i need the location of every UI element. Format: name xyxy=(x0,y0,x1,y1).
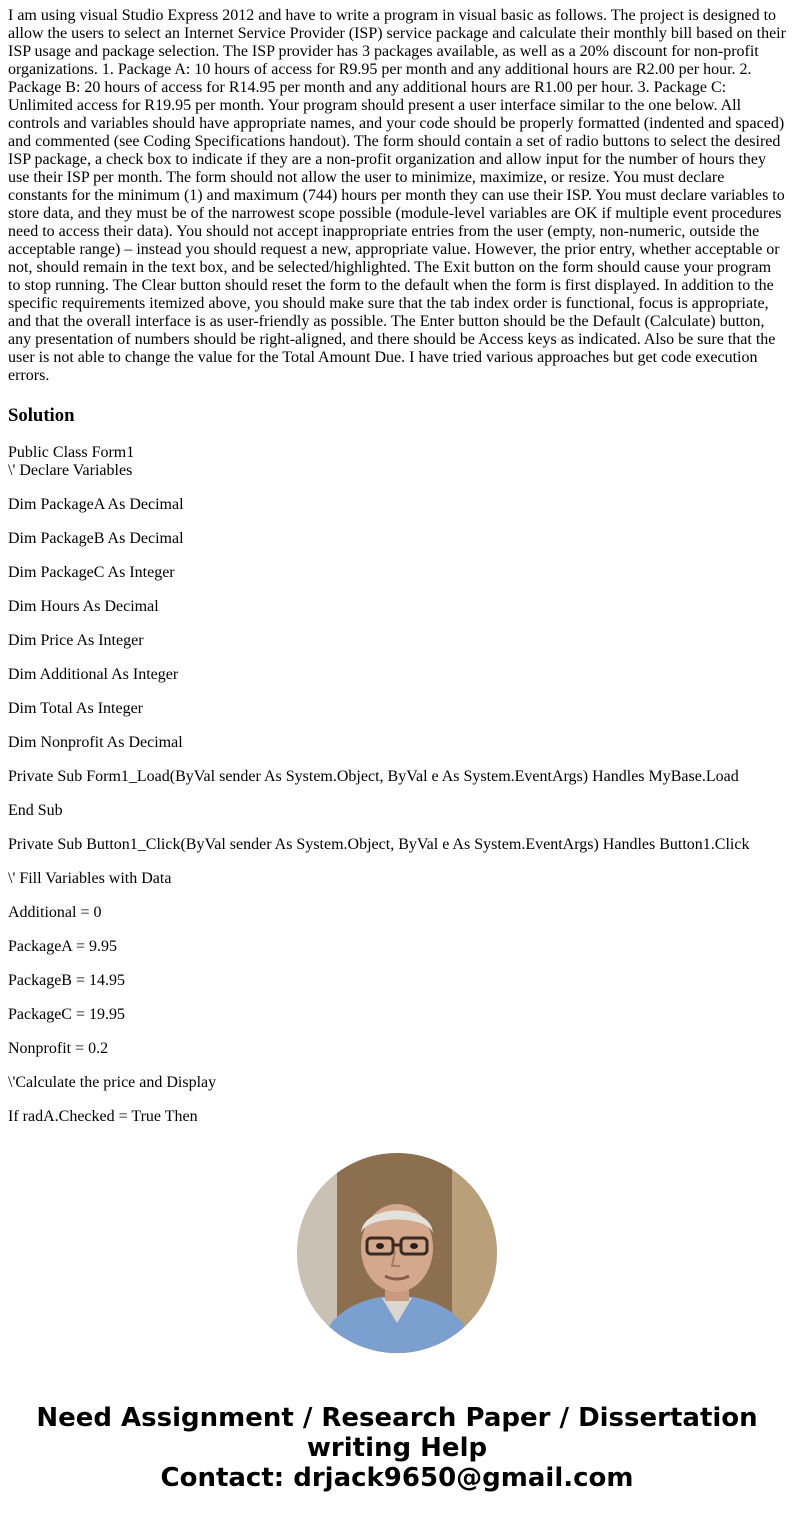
solution-heading: Solution xyxy=(8,405,75,426)
code-line: PackageB = 14.95 xyxy=(8,972,125,989)
banner-contact-email: Contact: drjack9650@gmail.com xyxy=(160,1463,634,1493)
code-line: Private Sub Button1_Click(ByVal sender As System.Object, ByVal e As System.EventArgs) Handles Button1.Click xyxy=(8,836,750,853)
code-line: Dim PackageA As Decimal xyxy=(8,496,184,513)
code-line: End Sub xyxy=(8,802,63,819)
code-line: Nonprofit = 0.2 xyxy=(8,1040,109,1057)
code-line: Dim Total As Integer xyxy=(8,700,144,717)
code-line: Public Class Form1 xyxy=(8,444,135,461)
code-line: Dim Nonprofit As Decimal xyxy=(8,734,183,751)
banner-line-1: Need Assignment / Research Paper / Dissertation xyxy=(36,1403,758,1433)
code-line: Dim Additional As Integer xyxy=(8,666,179,683)
avatar-portrait xyxy=(297,1153,497,1353)
banner-line-2: writing Help xyxy=(306,1433,488,1463)
code-comment: \' Fill Variables with Data xyxy=(8,870,172,887)
code-line: Dim PackageB As Decimal xyxy=(8,530,184,547)
code-line: Dim Hours As Decimal xyxy=(8,598,159,615)
code-line: If radA.Checked = True Then xyxy=(8,1108,198,1125)
code-line: Additional = 0 xyxy=(8,904,102,921)
code-comment: \' Declare Variables xyxy=(8,462,133,479)
question-text: I am using visual Studio Express 2012 and have to write a program in visual basic as follows. The project is designed to allow the users to select an Internet Service Provider (ISP) service package and calculate their monthly bill based on their ISP usage and package selection. The ISP provider has 3 packages available, as well as a 20% discount for non-profit organizations. 1. Package A: 10 hours of access for R9.95 per month and any additional hours are R2.00 per hour. 2. Package B: 20 hours of access for R14.95 per month and any additional hours are R1.00 per hour. 3. Package C: Unlimited access for R19.95 per month. Your program should present a user interface similar to the one below. All controls and variables should have appropriate names, and your code should be properly formatted (indented and spaced) and commented (see Coding Specifications handout). The form should contain a set of radio buttons to select the desired ISP package, a check box to indicate if they are a non-profit organization and allow input for the number of hours they use their ISP per month. The form should not allow the user to minimize, maximize, or resize. You must declare constants for the minimum (1) and maximum (744) hours per month they can use their ISP. You must declare variables to store data, and they must be of the narrowest scope possible (module-level variables are OK if multiple event procedures need to access their data). You should not accept inappropriate entries from the user (empty, non-numeric, outside the acceptable range) – instead you should request a new, appropriate value. However, the prior entry, whether acceptable or not, should remain in the text box, and be selected/highlighted. The Exit button on the form should cause your program to stop running. The Clear button should reset the form to the default when the form is first displayed. In addition to the specific requirements itemized above, you should make sure that the tab index order is functional, focus is appropriate, and that the overall interface is as user-friendly as possible. The Enter button should be the Default (Calculate) button, any presentation of numbers should be right-aligned, and there should be Access keys as indicated. Also be sure that the user is not able to change the value for the Total Amount Due. I have tried various approaches but get code execution errors. xyxy=(8,7,786,384)
tutor-avatar xyxy=(297,1153,497,1353)
code-block xyxy=(8,444,786,1142)
code-line: PackageC = 19.95 xyxy=(8,1006,125,1023)
code-line: PackageA = 9.95 xyxy=(8,938,117,955)
code-line: Dim PackageC As Integer xyxy=(8,564,175,581)
code-line: Private Sub Form1_Load(ByVal sender As System.Object, ByVal e As System.EventArgs) Handles MyBase.Load xyxy=(8,768,739,785)
code-comment: \'Calculate the price and Display xyxy=(8,1074,217,1091)
contact-banner xyxy=(0,1403,794,1493)
code-line: Dim Price As Integer xyxy=(8,632,144,649)
